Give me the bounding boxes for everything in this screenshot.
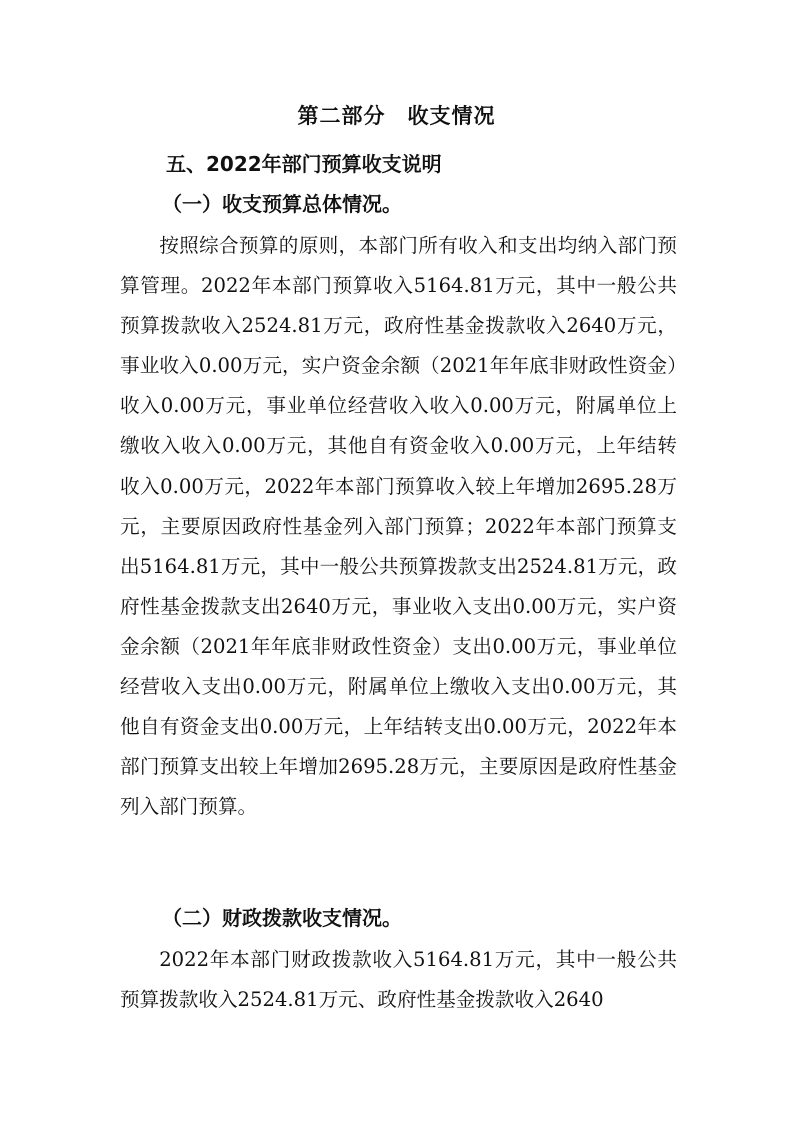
subsection-heading-overall: （一）收支预算总体情况。 xyxy=(162,192,402,216)
paragraph-overall-budget: 按照综合预算的原则，本部门所有收入和支出均纳入部门预算管理。2022年本部门预算收入5164.81万元，其中一般公共预算拨款收入2524.81万元，政府性基金拨款收入2640万元，事业收入0.00万元，实户资金余额（2021年年底非财政性资金）收入0.00万元，事业单位经营收入收入0.00万元，附属单位上缴收入收入0.00万元，其他自有资金收入0.00万元，上年结转收入0.00万元，2022年本部门预算收入较上年增加2695.28万元，主要原因政府性基金列入部门预算；2022年本部门预算支出5164.81万元，其中一般公共预算拨款支出2524.81万元，政府性基金拨款支出2640万元，事业收入支出0.00万元，实户资金余额（2021年年底非财政性资金）支出0.00万元，事业单位经营收入支出0.00万元，附属单位上缴收入支出0.00万元，其他自有资金支出0.00万元，上年结转支出0.00万元，2022年本部门预算支出较上年增加2695.28万元，主要原因是政府性基金列入部门预算。 xyxy=(120,234,677,819)
subsection-heading-fiscal: （二）财政拨款收支情况。 xyxy=(162,906,402,930)
part-title: 第二部分 收支情况 xyxy=(297,104,496,128)
paragraph-fiscal-allocation: 2022年本部门财政拨款收入5164.81万元，其中一般公共预算拨款收入2524.81万元、政府性基金拨款收入2640 xyxy=(120,948,677,1012)
section-heading: 五、2022年部门预算收支说明 xyxy=(166,152,442,176)
